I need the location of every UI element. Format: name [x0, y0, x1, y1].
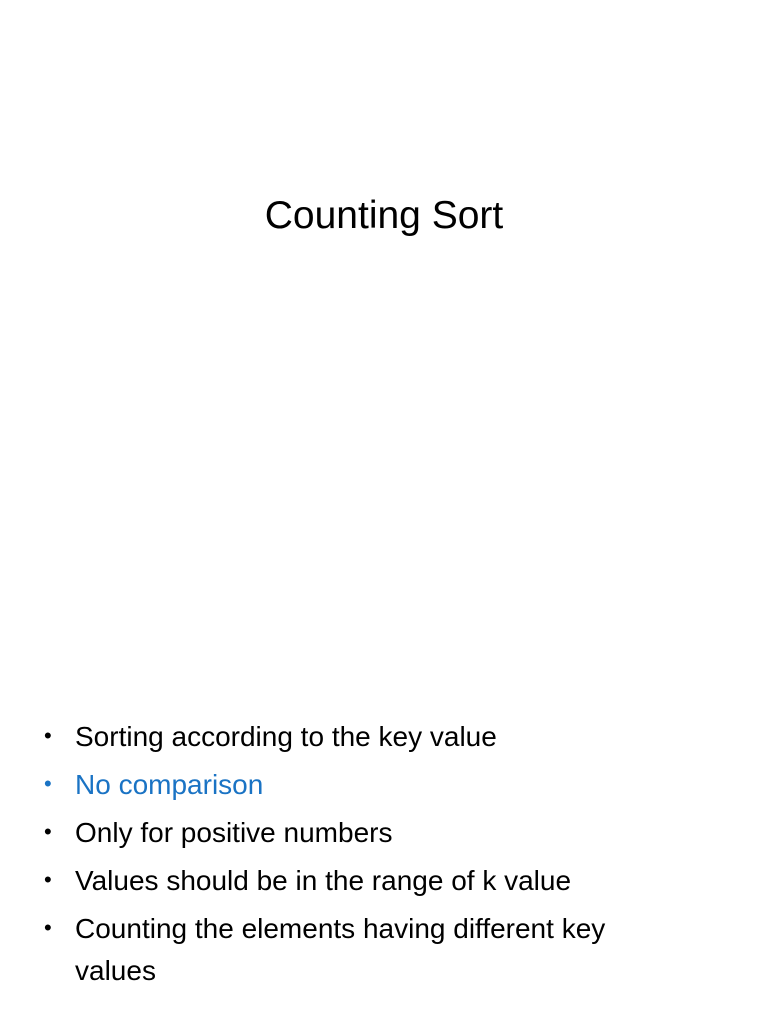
bullet-item-5 — [44, 908, 734, 992]
bullet-text: No comparison — [75, 769, 264, 800]
bullet-dot-icon: • — [44, 867, 52, 892]
bullet-item-4 — [44, 860, 734, 902]
bullet-dot-icon: • — [44, 915, 52, 940]
bullet-list — [44, 716, 734, 998]
bullet-text: Only for positive numbers — [75, 817, 393, 848]
bullet-text: Sorting according to the key value — [75, 721, 497, 752]
bullet-text-continuation: values — [75, 955, 156, 986]
slide-title: Counting Sort — [264, 194, 504, 237]
bullet-item-1 — [44, 716, 734, 758]
bullet-text: Values should be in the range of k value — [75, 865, 572, 896]
bullet-text — [75, 908, 734, 992]
bullet-dot-icon: • — [44, 771, 52, 796]
bullet-dot-icon: • — [44, 819, 52, 844]
bullet-text-line: Counting the elements having different key — [75, 913, 606, 944]
bullet-item-2 — [44, 764, 734, 806]
bullet-item-3 — [44, 812, 734, 854]
bullet-dot-icon: • — [44, 723, 52, 748]
